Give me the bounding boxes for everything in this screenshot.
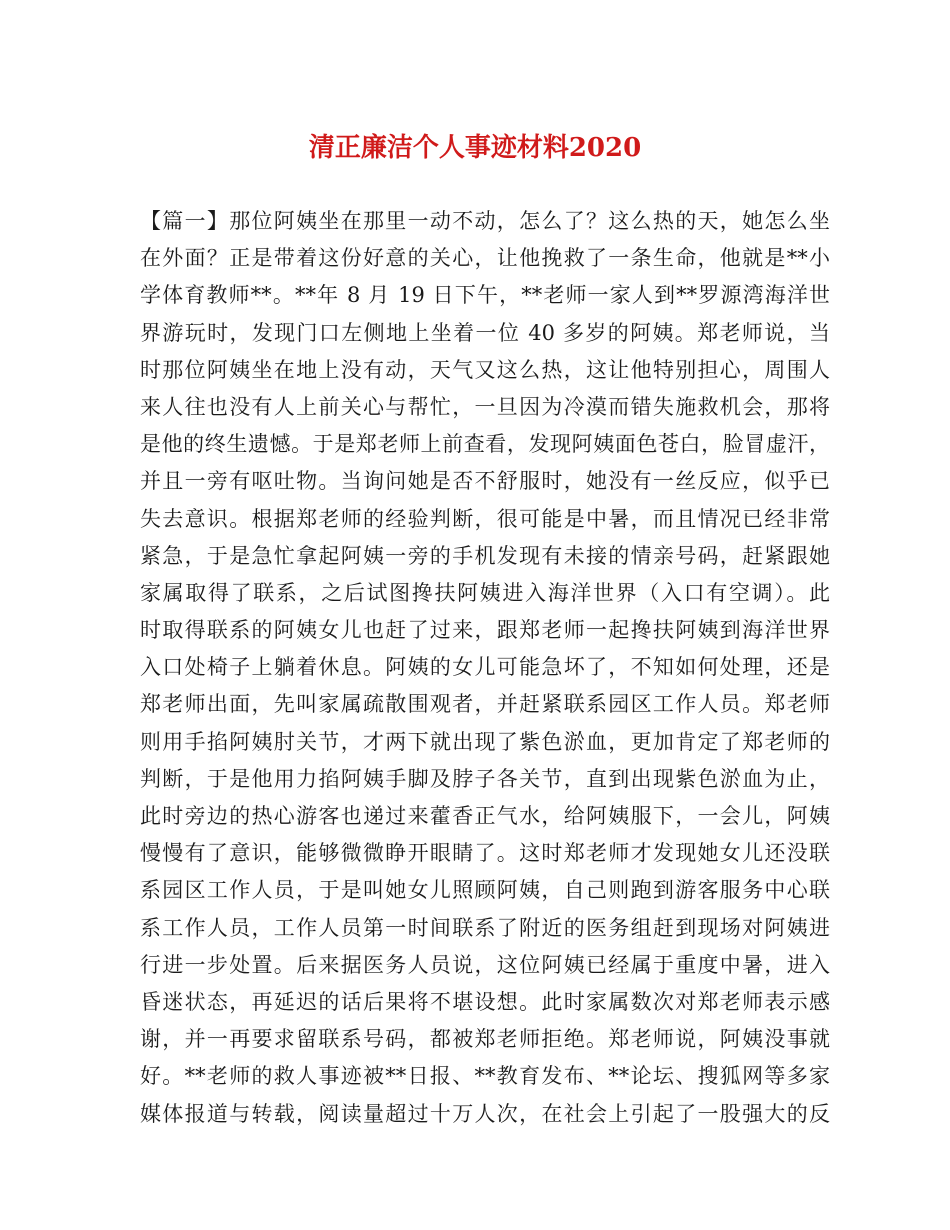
body-line: 是他的终生遗憾。于是郑老师上前查看，发现阿姨面色苍白，脸冒虚汗， <box>140 432 830 457</box>
body-line: 时那位阿姨坐在地上没有动，天气又这么热，这让他特别担心，周围人 <box>140 357 830 382</box>
body-line: 好。**老师的救人事迹被**日报、**教育发布、**论坛、搜狐网等多家 <box>140 1064 830 1089</box>
body-line: 郑老师出面，先叫家属疏散围观者，并赶紧联系园区工作人员。郑老师 <box>140 692 830 717</box>
body-line: 家属取得了联系，之后试图搀扶阿姨进入海洋世界（入口有空调）。此 <box>140 580 830 605</box>
body-line: 并且一旁有呕吐物。当询问她是否不舒服时，她没有一丝反应，似乎已 <box>140 469 830 494</box>
body-line: 谢，并一再要求留联系号码，都被郑老师拒绝。郑老师说，阿姨没事就 <box>140 1027 830 1052</box>
body-line: 界游玩时，发现门口左侧地上坐着一位 40 多岁的阿姨。郑老师说，当 <box>140 320 830 345</box>
body-line: 来人往也没有人上前关心与帮忙，一旦因为冷漠而错失施救机会，那将 <box>140 394 830 419</box>
body-line: 媒体报道与转载，阅读量超过十万人次，在社会上引起了一股强大的反 <box>140 1101 830 1126</box>
body-line: 则用手掐阿姨肘关节，才两下就出现了紫色淤血，更加肯定了郑老师的 <box>140 729 830 754</box>
document-body <box>140 203 830 1133</box>
body-line: 入口处椅子上躺着休息。阿姨的女儿可能急坏了，不知如何处理，还是 <box>140 655 830 680</box>
body-line: 慢慢有了意识，能够微微睁开眼睛了。这时郑老师才发现她女儿还没联 <box>140 841 830 866</box>
body-line: 行进一步处置。后来据医务人员说，这位阿姨已经属于重度中暑，进入 <box>140 952 830 977</box>
body-line: 此时旁边的热心游客也递过来藿香正气水，给阿姨服下，一会儿，阿姨 <box>140 804 830 828</box>
body-line: 失去意识。根据郑老师的经验判断，很可能是中暑，而且情况已经非常 <box>140 506 830 531</box>
body-line: 系工作人员，工作人员第一时间联系了附近的医务组赶到现场对阿姨进 <box>140 915 830 940</box>
body-line: 时取得联系的阿姨女儿也赶了过来，跟郑老师一起搀扶阿姨到海洋世界 <box>140 618 830 643</box>
body-line: 学体育教师**。**年 8 月 19 日下午，**老师一家人到**罗源湾海洋世 <box>140 283 830 308</box>
body-line: 判断，于是他用力掐阿姨手脚及脖子各关节，直到出现紫色淤血为止， <box>140 766 830 791</box>
body-line: 紧急，于是急忙拿起阿姨一旁的手机发现有未接的情亲号码，赶紧跟她 <box>140 543 830 568</box>
body-line: 系园区工作人员，于是叫她女儿照顾阿姨，自己则跑到游客服务中心联 <box>140 878 830 903</box>
document-title: 清正廉洁个人事迹材料2020 <box>308 133 642 163</box>
body-line: 在外面？正是带着这份好意的关心，让他挽救了一条生命，他就是**小 <box>140 246 830 271</box>
body-line: 【篇一】那位阿姨坐在那里一动不动，怎么了？这么热的天，她怎么坐 <box>140 209 830 233</box>
body-line: 昏迷状态，再延迟的话后果将不堪设想。此时家属数次对郑老师表示感 <box>140 989 830 1014</box>
